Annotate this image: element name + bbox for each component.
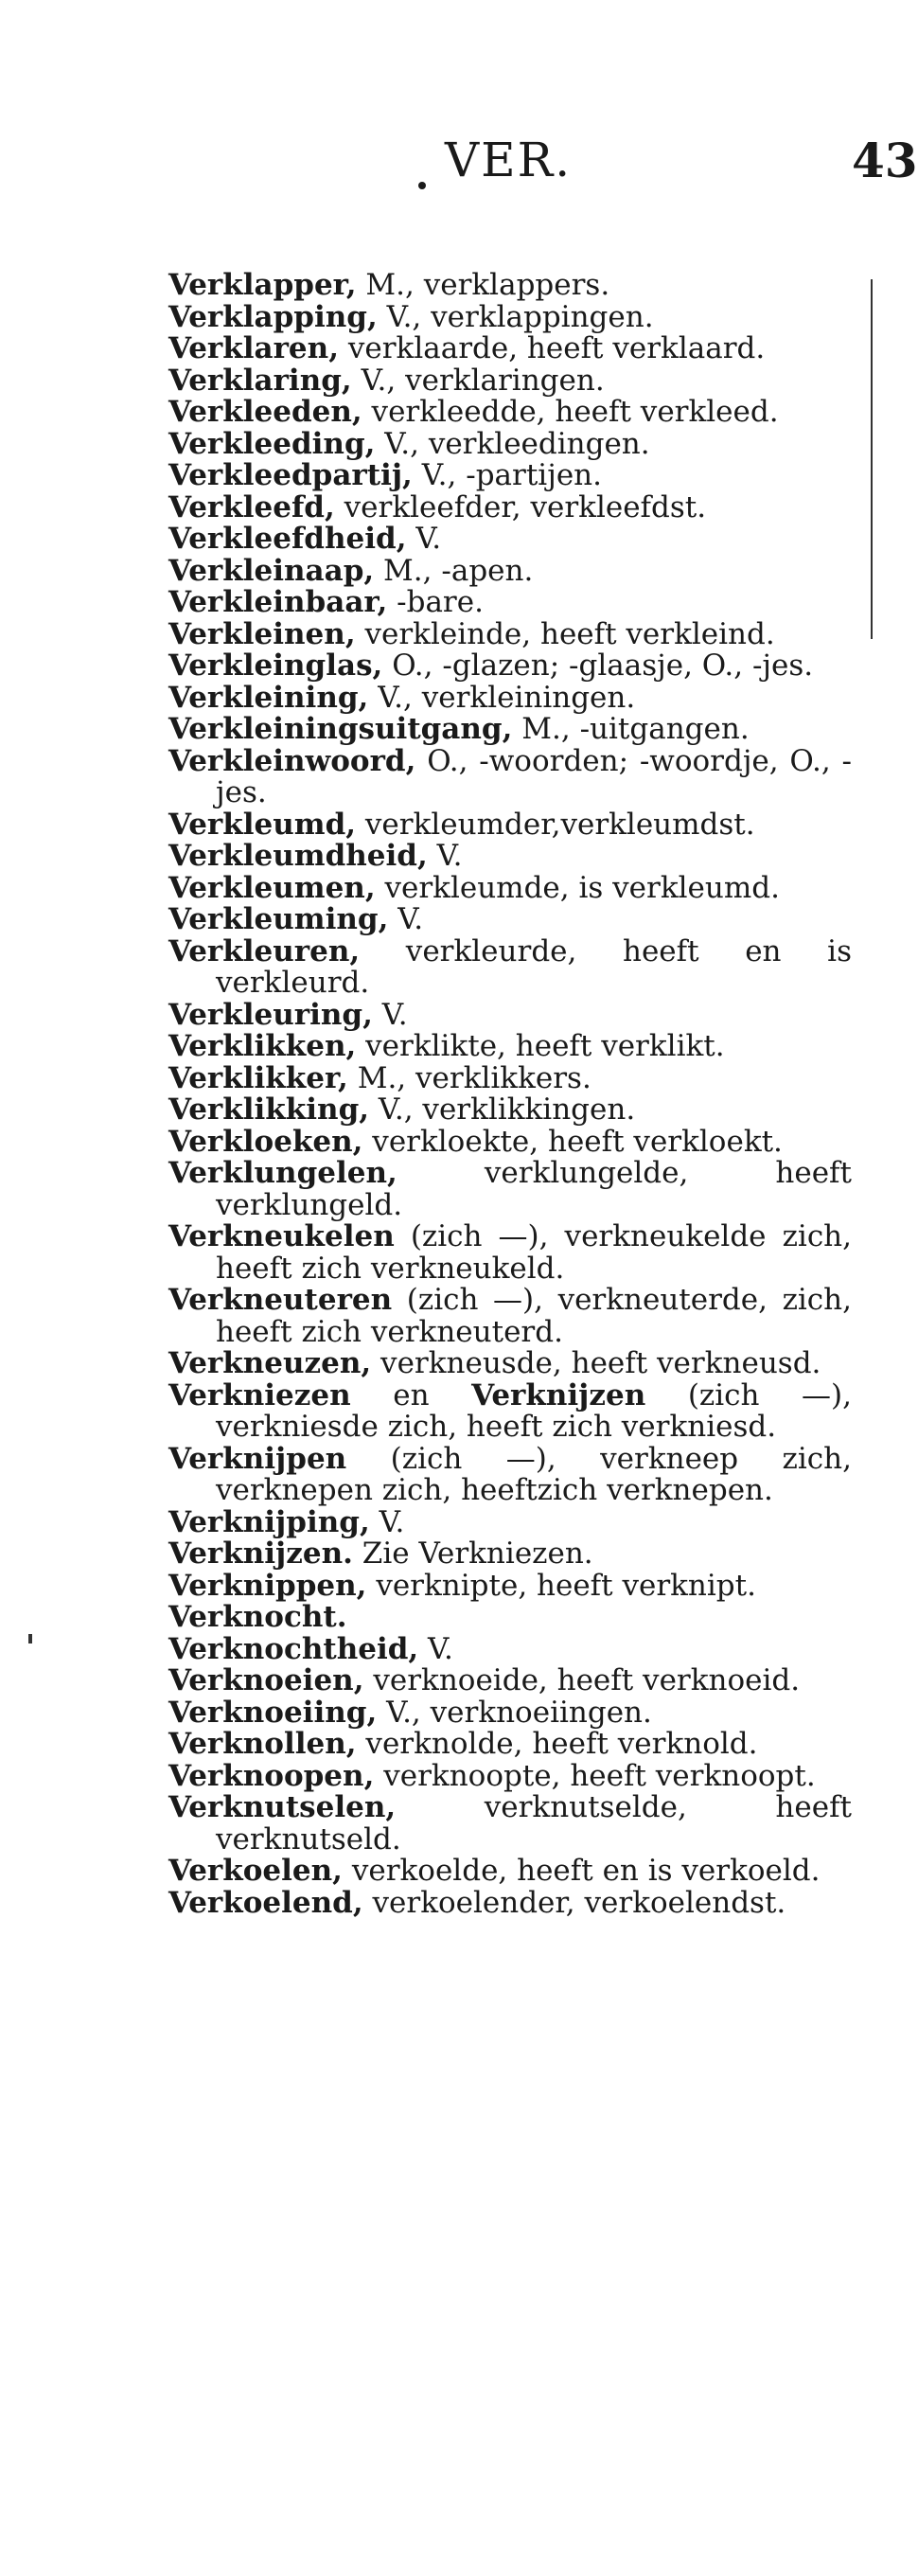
- entry-headword: Verkleumdheid,: [168, 839, 428, 873]
- entry-headword: Verkleumen,: [168, 870, 376, 905]
- entry-definition: verkoelde, heeft en is verkoeld.: [342, 1854, 821, 1888]
- entry-headword: Verknoeiing,: [168, 1695, 378, 1730]
- dictionary-entry: [168, 1441, 852, 1507]
- entry-definition: verkleedde, heeft verkleed.: [362, 395, 779, 429]
- entry-definition: (zich —), verkneuterde, zich, heeft zich verkneuterd.: [216, 1283, 852, 1349]
- entry-headword: Verkoelen,: [168, 1854, 343, 1888]
- entry-definition: verkleumder,verkleumdst.: [356, 807, 755, 842]
- entry-headword: Verkoelend,: [168, 1885, 363, 1920]
- dictionary-entry: [168, 1631, 852, 1666]
- entry-headword: Verknijzen.: [168, 1537, 353, 1571]
- dictionary-entry: [168, 1758, 852, 1793]
- entry-definition: (zich —), verkneukelde zich, heeft zich verkneukeld.: [216, 1219, 852, 1286]
- entry-list: [168, 270, 852, 1919]
- entry-definition: verkneusde, heeft verkneusd.: [371, 1346, 821, 1380]
- dictionary-entry: [168, 997, 852, 1032]
- entry-definition: V., verkleiningen.: [368, 680, 636, 715]
- dictionary-entry: [168, 1060, 852, 1095]
- dictionary-entry: [168, 1697, 852, 1730]
- entry-headword: Verklikking,: [168, 1093, 370, 1127]
- entry-headword: Verkleinaap,: [168, 553, 375, 588]
- dictionary-entry: [168, 1665, 852, 1697]
- dictionary-entry: [168, 460, 852, 492]
- dictionary-entry: [168, 270, 852, 302]
- entry-headword: Verklikker,: [168, 1060, 348, 1095]
- entry-definition: verklaarde, heeft verklaard.: [339, 331, 766, 365]
- dictionary-entry: [168, 524, 852, 556]
- dictionary-entry: [168, 650, 852, 683]
- entry-headword: Verkleuring,: [168, 997, 373, 1032]
- entry-definition: verkleinde, heeft verkleind.: [355, 616, 775, 651]
- entry-headword: Verkneuteren: [168, 1283, 393, 1317]
- entry-definition: V., verklaringen.: [351, 363, 605, 398]
- entry-definition: V., verknoeiingen.: [377, 1695, 652, 1730]
- header-dot: [418, 182, 426, 189]
- dictionary-entry: [168, 1504, 852, 1539]
- entry-definition: verknoeide, heeft verknoeid.: [363, 1663, 801, 1697]
- entry-headword: Verknoopen,: [168, 1758, 375, 1793]
- entry-headword-variant: Verknijzen: [471, 1377, 646, 1412]
- margin-mark: [28, 1634, 32, 1643]
- entry-definition: -bare.: [387, 585, 484, 619]
- entry-headword: Verknollen,: [168, 1727, 357, 1761]
- dictionary-entry: [168, 1031, 852, 1063]
- entry-headword: Verklungelen,: [168, 1156, 397, 1190]
- entry-definition: M., -uitgangen.: [512, 712, 750, 746]
- entry-definition: verklikte, heeft verklikt.: [356, 1029, 725, 1063]
- entry-definition: verknoopte, heeft verknoopt.: [374, 1758, 816, 1793]
- dictionary-entry: [168, 1792, 852, 1856]
- dictionary-entry: [168, 1124, 852, 1159]
- page-number: 43: [852, 133, 918, 188]
- entry-definition: V., -partijen.: [412, 458, 602, 492]
- entry-definition: verknipte, heeft verknipt.: [366, 1568, 756, 1603]
- dictionary-entry: [168, 1377, 852, 1444]
- entry-definition: M., verklappers.: [356, 268, 610, 302]
- entry-headword: Verknocht.: [168, 1600, 347, 1634]
- entry-headword: Verkleefdheid,: [168, 522, 407, 556]
- dictionary-entry: [168, 587, 852, 619]
- dictionary-entry: [168, 809, 852, 842]
- entry-headword: Verknutselen,: [168, 1790, 397, 1824]
- entry-definition: V.: [369, 1504, 405, 1539]
- entry-definition: M., verklikkers.: [347, 1060, 591, 1095]
- entry-definition: V.: [388, 902, 424, 936]
- dictionary-entry: [168, 299, 852, 334]
- entry-definition: verkoelender, verkoelendst.: [362, 1885, 786, 1920]
- entry-definition: (zich —), verkneep zich, verknepen zich, heeftzich verknepen.: [216, 1441, 852, 1507]
- dictionary-entry: [168, 714, 852, 746]
- dictionary-entry: [168, 616, 852, 651]
- entry-headword: Verkleinen,: [168, 616, 356, 651]
- entry-headword: Verkloeken,: [168, 1124, 363, 1159]
- dictionary-entry: [168, 1538, 852, 1571]
- entry-definition: verknolde, heeft verknold.: [356, 1727, 758, 1761]
- dictionary-entry: [168, 1602, 852, 1634]
- margin-rule: [871, 279, 873, 639]
- dictionary-entry: [168, 1094, 852, 1127]
- running-head: VER.: [445, 133, 573, 187]
- dictionary-entry: [168, 1158, 852, 1221]
- entry-definition: M., -apen.: [374, 553, 534, 588]
- dictionary-entry: [168, 1221, 852, 1285]
- entry-headword: Verkneuzen,: [168, 1346, 372, 1380]
- entry-definition: verknutselde, heeft verknutseld.: [216, 1790, 852, 1856]
- entry-definition: en: [350, 1377, 472, 1412]
- dictionary-entry: [168, 1285, 852, 1348]
- dictionary-entry: [168, 933, 852, 1000]
- dictionary-entry: [168, 870, 852, 905]
- entry-headword: Verklapper,: [168, 268, 357, 302]
- entry-headword: Verkleiningsuitgang,: [168, 712, 513, 746]
- entry-definition: verkloekte, heeft verkloekt.: [362, 1124, 783, 1159]
- entry-definition: V., verkleedingen.: [375, 426, 650, 461]
- entry-definition: O., -glazen; -glaasje, O., -jes.: [382, 648, 814, 683]
- entry-headword: Verkleinwoord,: [168, 743, 416, 778]
- dictionary-entry: [168, 1568, 852, 1603]
- entry-definition: O., -woorden; -woordje, O., -jes.: [216, 743, 852, 809]
- entry-definition: verkleefder, verkleefdst.: [334, 489, 707, 524]
- entry-definition: Zie Verkniezen.: [352, 1537, 593, 1571]
- entry-headword: Verkleumd,: [168, 807, 357, 842]
- entry-definition: verkleurde, heeft en is verkleurd.: [216, 933, 852, 1000]
- entry-headword: Verklikken,: [168, 1029, 357, 1063]
- entry-headword: Verkleedpartij,: [168, 458, 413, 492]
- entry-definition: V., verklikkingen.: [369, 1093, 636, 1127]
- entry-headword: Verkleefd,: [168, 489, 335, 524]
- entry-headword: Verkleinglas,: [168, 648, 383, 683]
- dictionary-entry: [168, 1348, 852, 1380]
- entry-headword: Verkniezen: [168, 1377, 351, 1412]
- entry-headword: Verkleeden,: [168, 395, 362, 429]
- entry-definition: V.: [418, 1631, 453, 1666]
- entry-headword: Verklaring,: [168, 363, 352, 398]
- entry-definition-variant: (zich —), verkniesde zich, heeft zich verkniesd.: [216, 1377, 852, 1444]
- entry-headword: Verknippen,: [168, 1568, 367, 1603]
- entry-headword: Verkleinbaar,: [168, 585, 388, 619]
- entry-definition: V.: [427, 839, 463, 873]
- entry-headword: Verknijpen: [168, 1441, 347, 1476]
- entry-headword: Verkneukelen: [168, 1219, 395, 1253]
- entry-headword: Verkleuming,: [168, 902, 389, 936]
- page-header: [0, 133, 918, 199]
- dictionary-entry: [168, 553, 852, 588]
- dictionary-entry: [168, 680, 852, 715]
- entry-definition: verkleumde, is verkleumd.: [375, 870, 780, 905]
- dictionary-entry: [168, 743, 852, 809]
- entry-headword: Verknoeien,: [168, 1663, 364, 1697]
- entry-headword: Verklapping,: [168, 299, 378, 334]
- entry-headword: Verknijping,: [168, 1504, 370, 1539]
- dictionary-entry: [168, 333, 852, 365]
- entry-headword: Verkleeding,: [168, 426, 376, 461]
- entry-definition: V.: [372, 997, 408, 1032]
- dictionary-entry: [168, 426, 852, 461]
- entry-headword: Verknochtheid,: [168, 1631, 419, 1666]
- dictionary-entry: [168, 1885, 852, 1920]
- entry-definition: verklungelde, heeft verklungeld.: [216, 1156, 852, 1222]
- dictionary-entry: [168, 1856, 852, 1888]
- entry-definition: V.: [406, 522, 442, 556]
- dictionary-entry: [168, 841, 852, 873]
- entry-headword: Verklaren,: [168, 331, 339, 365]
- dictionary-entry: [168, 365, 852, 398]
- entry-definition: V., verklappingen.: [377, 299, 654, 334]
- entry-headword: Verkleuren,: [168, 933, 361, 968]
- dictionary-entry: [168, 397, 852, 429]
- entry-headword: Verkleining,: [168, 680, 369, 715]
- dictionary-entry: [168, 904, 852, 936]
- dictionary-entry: [168, 489, 852, 524]
- dictionary-entry: [168, 1729, 852, 1761]
